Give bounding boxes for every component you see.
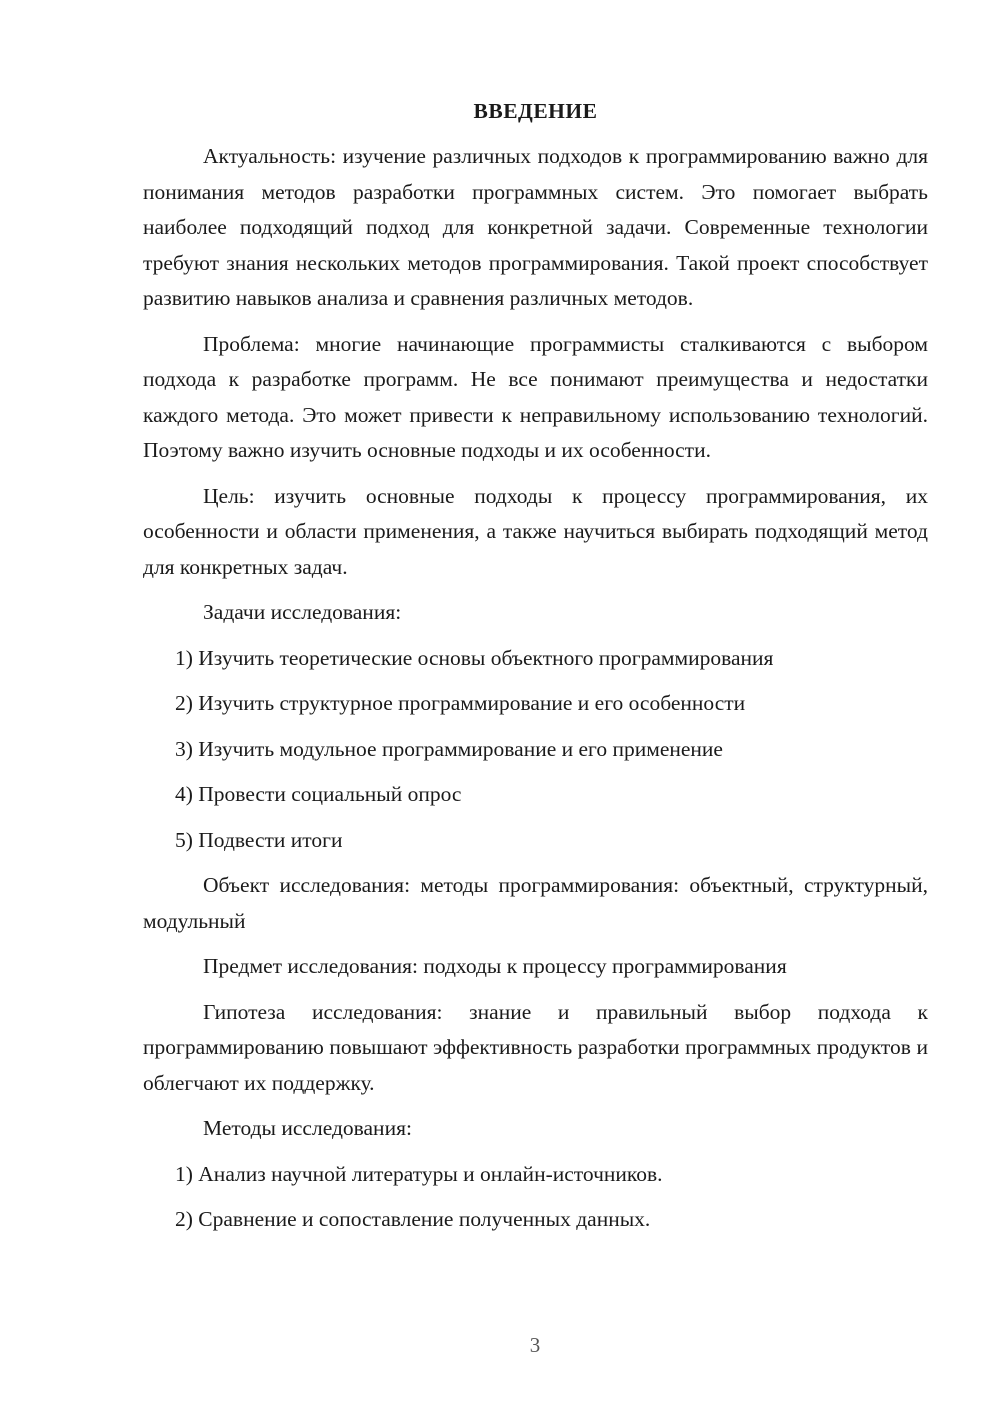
- problem-paragraph: Проблема: многие начинающие программисты сталкиваются с выбором подхода к разработке программ. Не все понимают преимущества и недостатки каждого метода. Это может привести к неправильному использованию технологий. Поэтому важно изучить основные подходы и их особенности.: [143, 331, 928, 462]
- list-item: 2) Сравнение и сопоставление полученных данных.: [175, 1207, 651, 1231]
- object-paragraph: Объект исследования: методы программирования: объектный, структурный, модульный: [143, 873, 928, 933]
- methods-heading: Методы исследования:: [203, 1116, 412, 1140]
- tasks-heading: Задачи исследования:: [203, 600, 402, 624]
- subject-paragraph: Предмет исследования: подходы к процессу программирования: [203, 954, 787, 978]
- goal-paragraph: Цель: изучить основные подходы к процессу программирования, их особенности и области применения, а также научиться выбирать подходящий метод для конкретных задач.: [143, 483, 928, 579]
- document-page: [143, 96, 928, 1248]
- relevance-paragraph: Актуальность: изучение различных подходов к программированию важно для понимания методов разработки программных систем. Это помогает выбрать наиболее подходящий подход для конкретной задачи. Современные технологии требуют знания нескольких методов программирования. Такой проект способствует развитию навыков анализа и сравнения различных методов.: [143, 144, 928, 310]
- page-number: 3: [529, 1333, 541, 1357]
- list-item: 1) Анализ научной литературы и онлайн-источников.: [175, 1161, 663, 1186]
- list-item: 1) Изучить теоретические основы объектного программирования: [175, 645, 774, 670]
- hypothesis-paragraph: Гипотеза исследования: знание и правильный выбор подхода к программированию повышают эффективность разработки программных продуктов и облегчают их поддержку.: [143, 999, 928, 1095]
- list-item: 4) Провести социальный опрос: [175, 782, 462, 806]
- list-item: 2) Изучить структурное программирование и его особенности: [175, 691, 746, 715]
- page-title: ВВЕДЕНИЕ: [473, 99, 598, 123]
- list-item: 3) Изучить модульное программирование и его применение: [175, 736, 723, 761]
- list-item: 5) Подвести итоги: [175, 827, 343, 852]
